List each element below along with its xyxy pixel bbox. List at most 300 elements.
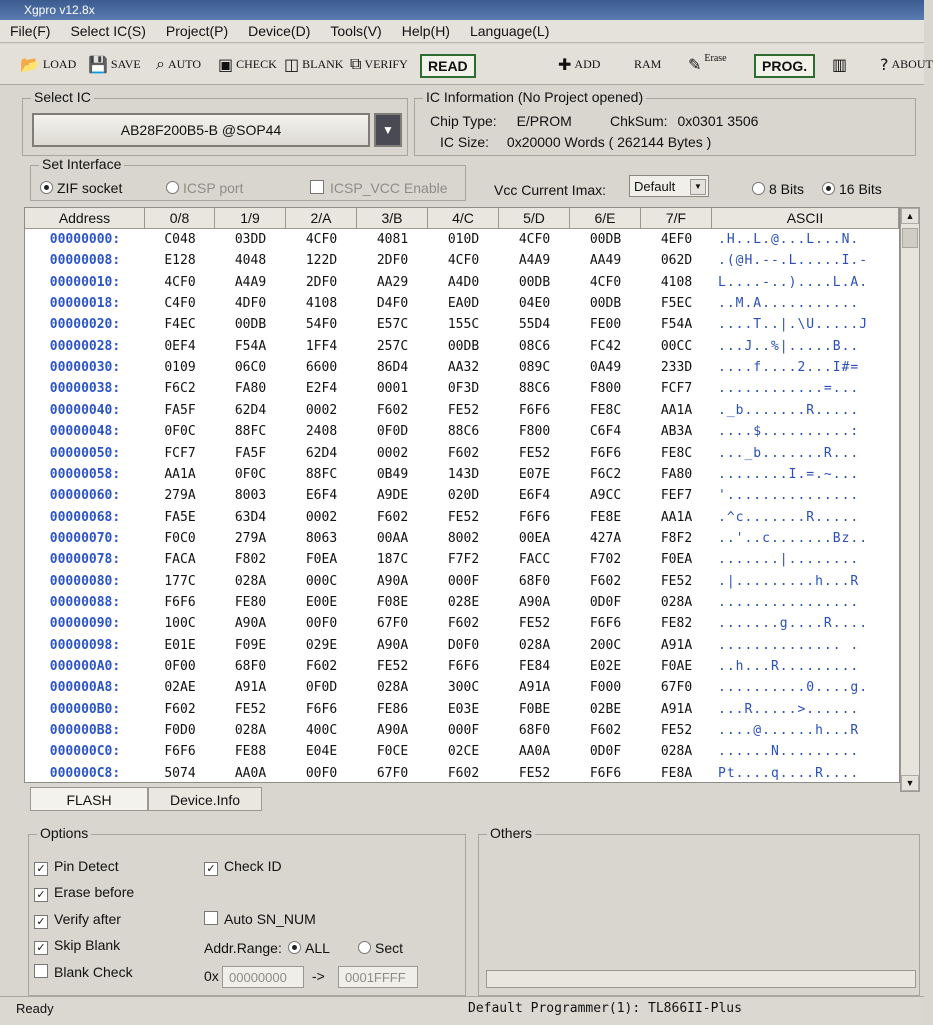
table-row xyxy=(25,741,899,762)
hex-cell[interactable]: 4CF0 xyxy=(518,232,551,247)
hex-cell[interactable]: 03DD xyxy=(234,232,267,247)
hex-cell[interactable]: E128 xyxy=(164,253,196,269)
hex-cell[interactable]: F08E xyxy=(376,594,409,610)
hex-cell[interactable]: F6F6 xyxy=(305,701,338,717)
hex-cell[interactable]: F602 xyxy=(589,573,622,589)
hex-cell[interactable]: 00F0 xyxy=(305,765,338,781)
hex-cell[interactable]: FA5F xyxy=(164,402,196,418)
hex-cell[interactable]: 0F0C xyxy=(164,424,196,440)
menu-device[interactable]: Device(D) xyxy=(248,23,311,39)
hex-cell[interactable]: E6F4 xyxy=(518,488,551,504)
hex-cell[interactable]: 63D4 xyxy=(234,509,267,525)
column-header: 2/A xyxy=(286,208,357,229)
hex-cell[interactable]: 00AA xyxy=(376,530,409,546)
scroll-down-icon[interactable]: ▼ xyxy=(901,775,919,791)
hex-cell[interactable]: F0CE xyxy=(376,744,409,760)
hex-cell[interactable]: 0F3D xyxy=(447,381,480,397)
hex-cell[interactable]: E6F4 xyxy=(305,488,338,504)
hex-cell[interactable]: A90A xyxy=(376,637,409,653)
hex-cell[interactable]: 187C xyxy=(376,552,409,568)
hex-cell[interactable]: 62D4 xyxy=(234,402,267,418)
menu-help[interactable]: Help(H) xyxy=(401,23,450,39)
hex-cell[interactable]: 155C xyxy=(447,317,480,333)
hex-cell[interactable]: FE80 xyxy=(234,594,267,610)
hex-cell[interactable]: 1FF4 xyxy=(305,338,338,354)
hex-cell[interactable]: 028A xyxy=(234,723,267,739)
hex-cell[interactable]: A9DE xyxy=(376,488,409,504)
hex-cell[interactable]: 0002 xyxy=(305,509,338,525)
hex-cell[interactable]: E01E xyxy=(164,637,196,653)
radio-icon xyxy=(358,941,371,954)
hex-cell[interactable]: 200C xyxy=(589,637,622,653)
ascii-cell: Pt....q....R.... xyxy=(718,765,860,781)
address-cell: 00000018: xyxy=(49,296,121,312)
address-cell: 00000020: xyxy=(49,317,121,333)
scroll-up-icon[interactable]: ▲ xyxy=(901,208,919,224)
addr-range-all-radio[interactable]: ALL xyxy=(288,940,330,956)
hex-cell[interactable]: F0D0 xyxy=(164,723,196,739)
column-header: 0/8 xyxy=(145,208,215,229)
hex-cell[interactable]: 86D4 xyxy=(376,360,409,376)
hex-cell[interactable]: 54F0 xyxy=(305,317,338,333)
hex-cell[interactable]: F602 xyxy=(447,445,480,461)
id-check-icon: ▣ xyxy=(218,54,234,74)
menu-file[interactable]: File(F) xyxy=(10,23,51,39)
hex-cell[interactable]: 08C6 xyxy=(518,338,551,354)
hex-cell[interactable]: A91A xyxy=(660,701,693,717)
ascii-cell: .^c.......R..... xyxy=(718,509,860,525)
hex-cell[interactable]: 4048 xyxy=(234,253,267,269)
radio-selected-icon xyxy=(40,181,53,194)
table-row xyxy=(25,250,899,271)
hex-cell[interactable]: 00F0 xyxy=(305,616,338,632)
hex-cell[interactable]: 028A xyxy=(376,680,409,696)
checkbox-icon xyxy=(204,911,218,925)
hex-cell[interactable]: 028A xyxy=(234,573,267,589)
hex-cell[interactable]: 000F xyxy=(447,573,480,589)
hex-cell[interactable]: C048 xyxy=(164,232,196,247)
hex-cell[interactable]: 010D xyxy=(447,232,480,247)
ic-info-title: IC Information (No Project opened) xyxy=(423,89,646,105)
menu-tools[interactable]: Tools(V) xyxy=(330,23,382,39)
hex-cell[interactable]: 4108 xyxy=(305,296,338,312)
check-id-button[interactable]: ▣ CHECK xyxy=(218,54,277,74)
hex-cell[interactable]: E04E xyxy=(305,744,338,760)
auto-sn-checkbox[interactable]: Auto SN_NUM xyxy=(204,911,316,927)
table-row xyxy=(25,421,899,442)
load-button[interactable]: 📂 LOAD xyxy=(20,54,77,74)
hex-cell[interactable]: E07E xyxy=(518,466,551,482)
hex-cell[interactable]: AA1A xyxy=(164,466,196,482)
16-bits-radio[interactable]: 16 Bits xyxy=(822,181,882,197)
hex-cell[interactable]: 00CC xyxy=(660,338,693,354)
hex-cell[interactable]: AA0A xyxy=(234,765,267,781)
prog-button[interactable]: PROG. xyxy=(754,54,815,78)
column-header: 7/F xyxy=(641,208,712,229)
hex-cell[interactable]: 00DB xyxy=(589,232,622,247)
hex-cell[interactable]: F702 xyxy=(589,552,622,568)
hex-cell[interactable]: 8002 xyxy=(447,530,480,546)
hex-cell[interactable]: 0F0D xyxy=(376,424,409,440)
address-cell: 00000040: xyxy=(49,402,121,418)
hex-cell[interactable]: 88FC xyxy=(305,466,338,482)
hex-cell[interactable]: C6F4 xyxy=(589,424,622,440)
ascii-cell: ..M.A........... xyxy=(718,296,860,312)
hex-cell[interactable]: F4EC xyxy=(164,317,196,333)
status-bar xyxy=(0,996,924,1025)
ascii-cell: ............=... xyxy=(718,381,860,397)
icsp-vcc-checkbox[interactable]: ICSP_VCC Enable xyxy=(310,180,448,196)
hex-cell[interactable]: FE52 xyxy=(447,509,480,525)
hex-cell[interactable]: F0BE xyxy=(518,701,551,717)
hex-cell[interactable]: F602 xyxy=(376,402,409,418)
tab-flash[interactable]: FLASH xyxy=(30,787,148,811)
address-cell: 00000038: xyxy=(49,381,121,397)
hex-cell[interactable]: F09E xyxy=(234,637,267,653)
hex-cell[interactable]: 67F0 xyxy=(376,765,409,781)
hex-cell[interactable]: A90A xyxy=(376,573,409,589)
address-cell: 000000B0: xyxy=(49,701,121,717)
hex-cell[interactable]: 4EF0 xyxy=(660,232,693,247)
hex-cell[interactable]: 4CF0 xyxy=(305,232,338,247)
table-row xyxy=(25,229,899,250)
about-button[interactable]: ? ABOUT xyxy=(880,54,933,74)
hex-cell[interactable]: 0D0F xyxy=(589,594,622,610)
addr-range-sect-radio[interactable]: Sect xyxy=(358,940,403,956)
hex-cell[interactable]: 2408 xyxy=(305,424,338,440)
hex-cell[interactable]: 0A49 xyxy=(589,360,622,376)
hex-cell[interactable]: AA32 xyxy=(447,360,480,376)
8-bits-radio[interactable]: 8 Bits xyxy=(752,181,804,197)
hex-cell[interactable]: FE52 xyxy=(234,701,267,717)
hex-cell[interactable]: D4F0 xyxy=(376,296,409,312)
hex-cell[interactable]: F7F2 xyxy=(447,552,480,568)
hex-cell[interactable]: FE52 xyxy=(660,573,693,589)
window-title: Xgpro v12.8x xyxy=(24,3,95,17)
hex-cell[interactable]: AB3A xyxy=(660,424,693,440)
hex-cell[interactable]: F800 xyxy=(589,381,622,397)
hex-cell[interactable]: 028A xyxy=(660,744,693,760)
hex-cell[interactable]: F602 xyxy=(447,765,480,781)
erase-before-checkbox[interactable]: ✓ Erase before xyxy=(34,884,134,902)
hex-cell[interactable]: 4108 xyxy=(660,274,693,290)
hex-cell[interactable]: 4CF0 xyxy=(447,253,480,269)
hex-cell[interactable]: E2F4 xyxy=(305,381,338,397)
hex-cell[interactable]: 000F xyxy=(447,723,480,739)
addr-to-input[interactable]: 0001FFFF xyxy=(338,966,418,988)
ascii-cell: ..._b.......R... xyxy=(718,445,860,461)
hex-cell[interactable]: 000C xyxy=(305,573,338,589)
hex-cell[interactable]: A4A9 xyxy=(518,253,551,269)
hex-cell[interactable]: 4CF0 xyxy=(589,274,622,290)
hex-cell[interactable]: FE52 xyxy=(376,659,409,674)
programmer-status: Default Programmer(1): TL866II-Plus xyxy=(468,1001,742,1016)
hex-cell[interactable]: 4DF0 xyxy=(234,296,267,312)
hex-cell[interactable]: C4F0 xyxy=(164,296,196,312)
vertical-scrollbar[interactable] xyxy=(900,207,920,792)
hex-cell[interactable]: 0B49 xyxy=(376,466,409,482)
hex-buffer-grid[interactable] xyxy=(24,207,900,783)
hex-cell[interactable]: 2DF0 xyxy=(305,274,338,290)
column-header: 3/B xyxy=(357,208,428,229)
hex-cell[interactable]: 028E xyxy=(447,594,480,610)
hex-cell[interactable]: 68F0 xyxy=(234,659,267,674)
hex-cell[interactable]: FC42 xyxy=(589,338,622,354)
hex-cell[interactable]: 0F0D xyxy=(305,680,338,696)
scroll-thumb[interactable] xyxy=(902,228,918,248)
status-text: Ready xyxy=(16,1001,54,1016)
hex-cell[interactable]: 02AE xyxy=(164,680,196,696)
hex-cell[interactable]: 143D xyxy=(447,466,480,482)
hex-cell[interactable]: 0D0F xyxy=(589,744,622,760)
hex-cell[interactable]: 88C6 xyxy=(447,424,480,440)
hex-cell[interactable]: 55D4 xyxy=(518,317,551,333)
ram-button[interactable] xyxy=(634,50,661,78)
hex-cell[interactable]: F6F6 xyxy=(164,744,196,760)
hex-cell[interactable]: 122D xyxy=(305,253,338,269)
hex-cell[interactable]: 020D xyxy=(447,488,480,504)
hex-cell[interactable]: F602 xyxy=(589,723,622,739)
hex-cell[interactable]: FCF7 xyxy=(164,445,196,461)
verify-button[interactable]: ⧉ VERIFY xyxy=(350,54,408,73)
hex-cell[interactable]: EA0D xyxy=(447,296,480,312)
hex-cell[interactable]: FE52 xyxy=(447,402,480,418)
hex-cell[interactable]: FACC xyxy=(518,552,551,568)
hex-cell[interactable]: 8063 xyxy=(305,530,338,546)
hex-cell[interactable]: 06C0 xyxy=(234,360,267,376)
menu-language[interactable]: Language(L) xyxy=(469,23,550,39)
hex-cell[interactable]: F6F6 xyxy=(447,659,480,674)
hex-cell[interactable]: 0EF4 xyxy=(164,338,196,354)
hex-cell[interactable]: 00DB xyxy=(447,338,480,354)
ascii-cell: ..h...R......... xyxy=(718,659,860,674)
check-id-checkbox[interactable]: ✓ Check ID xyxy=(204,858,282,876)
auto-button[interactable]: ⌕ AUTO xyxy=(156,54,202,73)
chip-name-display[interactable]: AB28F200B5-B @SOP44 xyxy=(32,113,370,147)
hex-cell[interactable]: 4081 xyxy=(376,232,409,247)
hex-cell[interactable]: 0F00 xyxy=(164,659,196,674)
hex-cell[interactable]: FE8A xyxy=(660,765,693,781)
verify-after-checkbox[interactable]: ✓ Verify after xyxy=(34,911,121,929)
chip-dropdown-button[interactable] xyxy=(374,113,402,147)
table-row xyxy=(25,464,899,485)
hex-cell[interactable]: AA49 xyxy=(589,253,622,269)
hex-cell[interactable]: FCF7 xyxy=(660,381,693,397)
hex-cell[interactable]: F0C0 xyxy=(164,530,196,546)
table-row xyxy=(25,592,899,613)
column-header: 5/D xyxy=(499,208,570,229)
hex-cell[interactable]: 0F0C xyxy=(234,466,267,482)
hex-cell[interactable]: 68F0 xyxy=(518,573,551,589)
hex-cell[interactable]: 029E xyxy=(305,637,338,653)
tab-device-info[interactable]: Device.Info xyxy=(148,787,262,811)
hex-cell[interactable]: A90A xyxy=(234,616,267,632)
hex-cell[interactable]: 089C xyxy=(518,360,551,376)
hex-cell[interactable]: AA1A xyxy=(660,509,693,525)
hex-cell[interactable]: A91A xyxy=(234,680,267,696)
hex-cell[interactable]: F6C2 xyxy=(164,381,196,397)
hex-cell[interactable]: F0EA xyxy=(660,552,693,568)
hex-cell[interactable]: 62D4 xyxy=(305,445,338,461)
hex-cell[interactable]: 400C xyxy=(305,723,338,739)
pin-detect-checkbox[interactable]: ✓ Pin Detect xyxy=(34,858,119,876)
hex-cell[interactable]: 00DB xyxy=(589,296,622,312)
menu-project[interactable]: Project(P) xyxy=(165,23,229,39)
erase-button[interactable]: ✎ Erase xyxy=(688,52,727,74)
hex-cell[interactable]: A90A xyxy=(376,723,409,739)
hex-cell[interactable]: F6F6 xyxy=(164,594,196,610)
hex-cell[interactable]: F54A xyxy=(660,317,693,333)
hex-cell[interactable]: 04E0 xyxy=(518,296,551,312)
hex-cell[interactable]: A91A xyxy=(518,680,551,696)
hex-cell[interactable]: 0002 xyxy=(376,445,409,461)
read-button[interactable]: READ xyxy=(420,54,476,78)
hex-cell[interactable]: FE86 xyxy=(376,701,409,717)
icsp-port-radio[interactable]: ICSP port xyxy=(166,180,243,196)
hex-cell[interactable]: E02E xyxy=(589,659,622,674)
menu-select-ic[interactable]: Select IC(S) xyxy=(70,23,146,39)
hex-cell[interactable]: F54A xyxy=(234,338,267,354)
hex-cell[interactable]: 062D xyxy=(660,253,693,269)
hex-cell[interactable]: 028A xyxy=(518,637,551,653)
hex-cell[interactable]: 5074 xyxy=(164,765,196,781)
hex-cell[interactable]: F602 xyxy=(305,659,338,674)
chip-type-label: Chip Type: xyxy=(430,113,497,129)
hex-cell[interactable]: 427A xyxy=(589,530,622,546)
hex-cell[interactable]: AA1A xyxy=(660,402,693,418)
hex-cell[interactable]: FEF7 xyxy=(660,488,693,504)
hex-cell[interactable]: 67F0 xyxy=(660,680,693,696)
hex-cell[interactable]: A4A9 xyxy=(234,274,267,290)
hex-cell[interactable]: 2DF0 xyxy=(376,253,409,269)
hex-cell[interactable]: 00DB xyxy=(518,274,551,290)
hex-prefix-label: 0x xyxy=(204,968,219,984)
hex-cell[interactable]: 279A xyxy=(164,488,196,504)
hex-cell[interactable]: FE52 xyxy=(518,765,551,781)
hex-cell[interactable]: F6F6 xyxy=(518,509,551,525)
add-button[interactable]: ✚ ADD xyxy=(558,54,601,74)
hex-cell[interactable]: 233D xyxy=(660,360,693,376)
blank-check-checkbox[interactable]: Blank Check xyxy=(34,964,133,980)
hex-cell[interactable]: FE52 xyxy=(518,616,551,632)
address-cell: 00000048: xyxy=(49,424,121,440)
hex-cell[interactable]: FE52 xyxy=(518,445,551,461)
hex-cell[interactable]: A91A xyxy=(660,637,693,653)
hex-cell[interactable]: F800 xyxy=(518,424,551,440)
addr-from-input[interactable]: 00000000 xyxy=(222,966,304,988)
select-ic-title: Select IC xyxy=(31,89,94,105)
hex-cell[interactable]: 88C6 xyxy=(518,381,551,397)
hex-cell[interactable]: 6600 xyxy=(305,360,338,376)
zif-socket-radio[interactable]: ZIF socket xyxy=(40,180,122,196)
table-row xyxy=(25,656,899,677)
hex-cell[interactable]: F0EA xyxy=(305,552,338,568)
hex-cell[interactable]: FE00 xyxy=(589,317,622,333)
hex-cell[interactable]: F6C2 xyxy=(589,466,622,482)
hex-cell[interactable]: FA80 xyxy=(660,466,693,482)
chip-settings-button[interactable] xyxy=(832,50,850,78)
blank-button[interactable]: ◫ BLANK xyxy=(284,54,344,74)
address-cell: 00000028: xyxy=(49,338,121,354)
hex-cell[interactable]: F6F6 xyxy=(589,765,622,781)
range-arrow-label: -> xyxy=(312,968,325,984)
hex-cell[interactable]: F5EC xyxy=(660,296,693,312)
hex-cell[interactable]: FA5F xyxy=(234,445,267,461)
skip-blank-checkbox[interactable]: ✓ Skip Blank xyxy=(34,937,120,955)
hex-cell[interactable]: 88FC xyxy=(234,424,267,440)
hex-cell[interactable]: A9CC xyxy=(589,488,622,504)
hex-cell[interactable]: F602 xyxy=(164,701,196,717)
hex-cell[interactable]: F6F6 xyxy=(518,402,551,418)
hex-cell[interactable]: 0109 xyxy=(164,360,196,376)
hex-cell[interactable]: F000 xyxy=(589,680,622,696)
hex-cell[interactable]: FE82 xyxy=(660,616,693,632)
chevron-down-icon: ▼ xyxy=(382,123,394,137)
vcc-current-select[interactable]: Default ▼ xyxy=(629,175,709,197)
hex-cell[interactable]: 028A xyxy=(660,594,693,610)
hex-cell[interactable]: 02CE xyxy=(447,744,480,760)
hex-cell[interactable]: 0001 xyxy=(376,381,409,397)
hex-cell[interactable]: 00EA xyxy=(518,530,551,546)
hex-cell[interactable]: F602 xyxy=(447,616,480,632)
hex-cell[interactable]: A90A xyxy=(518,594,551,610)
hex-cell[interactable]: D0F0 xyxy=(447,637,480,653)
hex-cell[interactable]: 4CF0 xyxy=(164,274,196,290)
ascii-cell: .......|........ xyxy=(718,552,860,568)
hex-cell[interactable]: FE8E xyxy=(589,509,622,525)
hex-cell[interactable]: F6F6 xyxy=(589,616,622,632)
checkbox-icon xyxy=(310,180,324,194)
hex-cell[interactable]: 00DB xyxy=(234,317,267,333)
hex-cell[interactable]: FE88 xyxy=(234,744,267,760)
hex-cell[interactable]: 02BE xyxy=(589,701,622,717)
hex-cell[interactable]: 8003 xyxy=(234,488,267,504)
hex-cell[interactable]: A4D0 xyxy=(447,274,480,290)
hex-cell[interactable]: E00E xyxy=(305,594,338,610)
hex-cell[interactable]: AA29 xyxy=(376,274,409,290)
hex-cell[interactable]: 67F0 xyxy=(376,616,409,632)
hex-cell[interactable]: E03E xyxy=(447,701,480,717)
hex-cell[interactable]: 100C xyxy=(164,616,196,632)
hex-cell[interactable]: E57C xyxy=(376,317,409,333)
table-row xyxy=(25,613,899,634)
save-button[interactable]: 💾 SAVE xyxy=(88,54,141,74)
hex-cell[interactable]: F0AE xyxy=(660,659,693,674)
hex-cell[interactable]: 300C xyxy=(447,680,480,696)
table-row xyxy=(25,549,899,570)
hex-cell[interactable]: 257C xyxy=(376,338,409,354)
radio-selected-icon xyxy=(822,182,835,195)
hex-cell[interactable]: F8F2 xyxy=(660,530,693,546)
hex-cell[interactable]: 0002 xyxy=(305,402,338,418)
hex-cell[interactable]: F6F6 xyxy=(589,445,622,461)
hex-cell[interactable]: 68F0 xyxy=(518,723,551,739)
hex-cell[interactable]: AA0A xyxy=(518,744,551,760)
hex-cell[interactable]: 177C xyxy=(164,573,196,589)
hex-cell[interactable]: FACA xyxy=(164,552,196,568)
hex-cell[interactable]: FE52 xyxy=(660,723,693,739)
address-cell: 000000C0: xyxy=(49,744,121,760)
hex-cell[interactable]: FA80 xyxy=(234,381,267,397)
address-cell: 00000058: xyxy=(49,466,121,482)
hex-cell[interactable]: FE8C xyxy=(589,402,622,418)
hex-cell[interactable]: F602 xyxy=(376,509,409,525)
hex-cell[interactable]: FA5E xyxy=(164,509,196,525)
hex-cell[interactable]: FE84 xyxy=(518,659,551,674)
hex-cell[interactable]: FE8C xyxy=(660,445,693,461)
hex-cell[interactable]: 279A xyxy=(234,530,267,546)
hex-cell[interactable]: F802 xyxy=(234,552,267,568)
